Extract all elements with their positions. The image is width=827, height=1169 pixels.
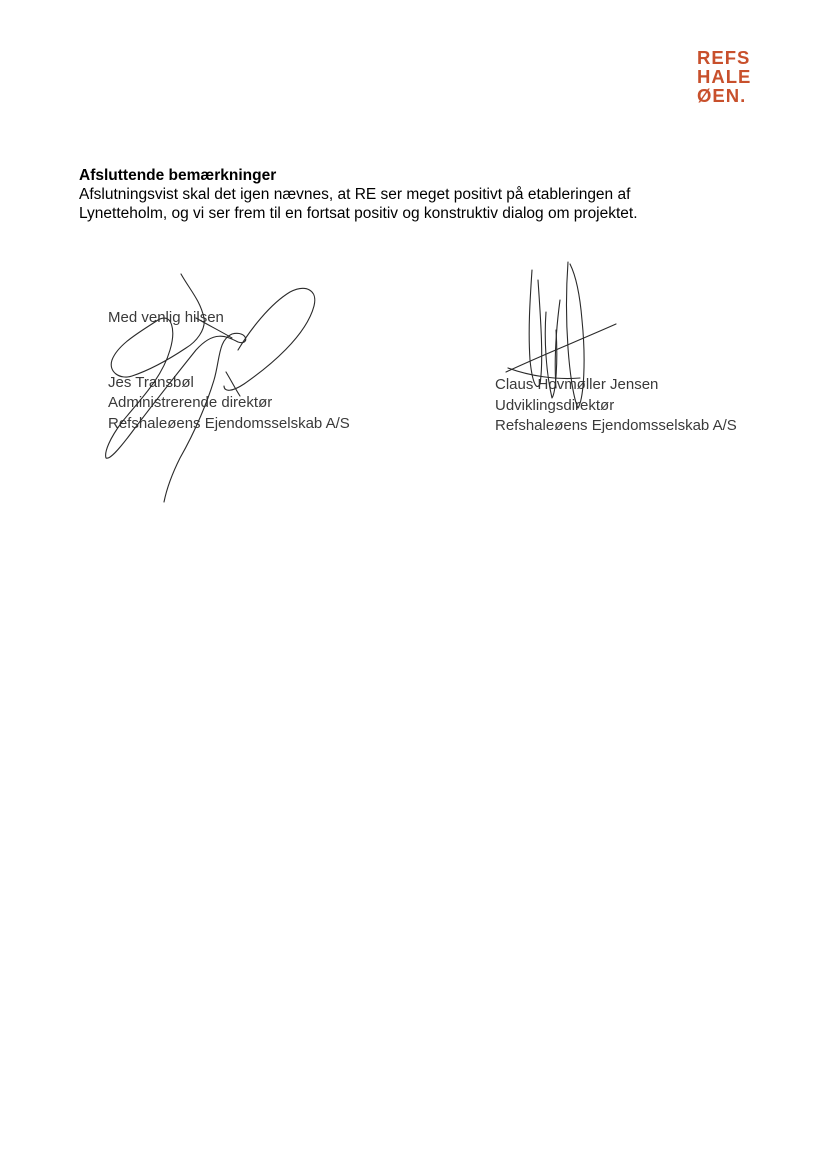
- logo-line-1: REFS: [697, 47, 751, 68]
- closing-remarks-section: [79, 167, 779, 223]
- closing-body-line-1: Afslutningsvist skal det igen nævnes, at RE ser meget positivt på etableringen af: [79, 186, 631, 203]
- signature-block-right: [495, 375, 737, 437]
- closing-heading: Afsluttende bemærkninger: [79, 167, 277, 184]
- signer-right-company: Refshaleøens Ejendomsselskab A/S: [495, 417, 737, 434]
- logo-line-3: ØEN.: [697, 85, 747, 106]
- closing-body-line-2: Lynetteholm, og vi ser frem til en fortsat positiv og konstruktiv dialog om projektet.: [79, 205, 638, 222]
- signer-left-company: Refshaleøens Ejendomsselskab A/S: [108, 414, 350, 432]
- logo-line-2: HALE: [697, 66, 752, 87]
- greeting: Med venlig hilsen: [108, 309, 224, 326]
- signature-block-left: [108, 308, 350, 434]
- signer-left-title: Administrerende direktør: [108, 394, 273, 411]
- company-logo: [697, 48, 753, 105]
- signer-right-title: Udviklingsdirektør: [495, 396, 615, 414]
- signer-right-name: Claus Hovmøller Jensen: [495, 376, 659, 393]
- signer-left-name: Jes Transbøl: [108, 373, 194, 391]
- closing-body: [79, 185, 779, 223]
